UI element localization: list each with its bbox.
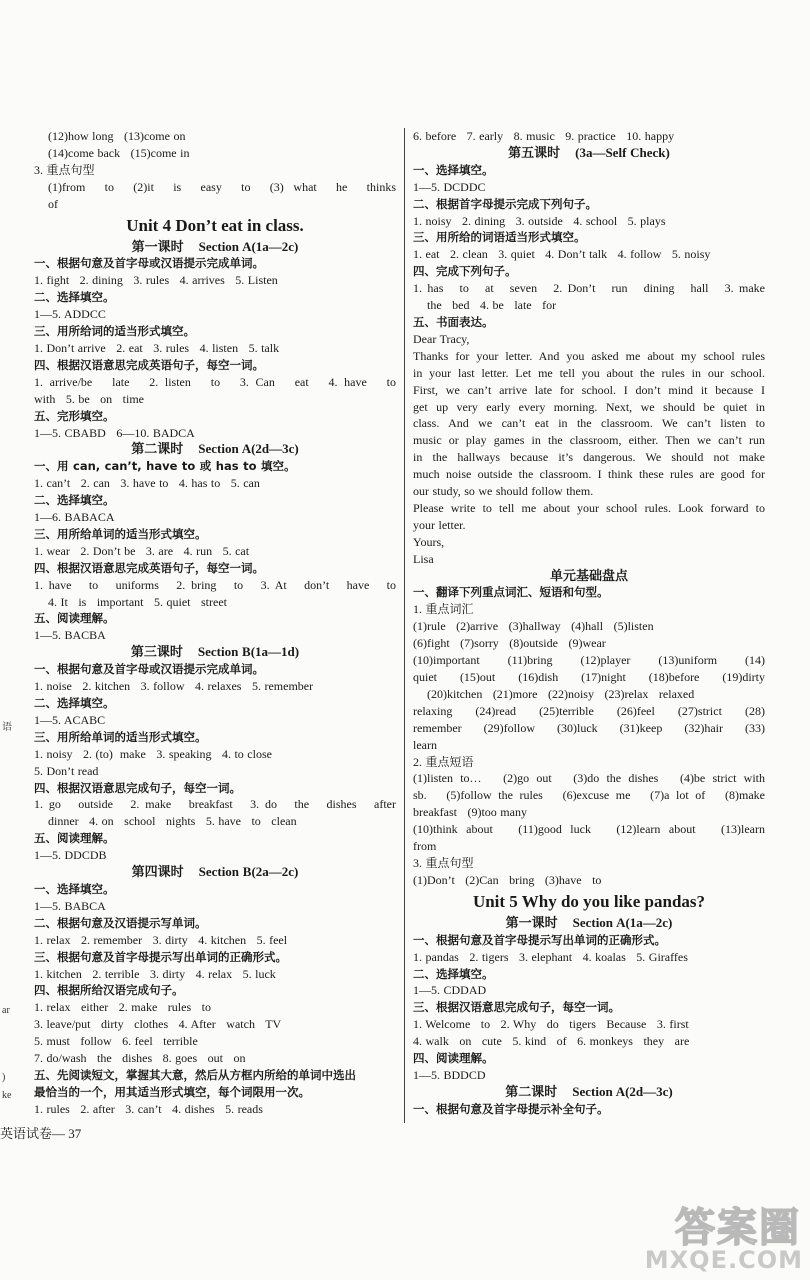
unit-title: Unit 4 Don’t eat in class.	[126, 215, 304, 235]
answer-line: Lisa	[413, 551, 434, 566]
page-footer: 英语试卷— 37	[0, 1126, 82, 1141]
answer-line: learn	[413, 737, 437, 752]
answer-line: 1—5. BDDCD	[413, 1067, 486, 1082]
section-heading: 一、选择填空。	[34, 881, 115, 896]
answer-line: sb. (5)follow the rules (6)excuse me (7)a lot of (8)make	[413, 788, 765, 803]
answer-line: breakfast (9)too many	[413, 805, 527, 820]
answer-line: (12)how long (13)come on	[48, 129, 186, 143]
answer-line: 1—5. ADDCC	[34, 307, 106, 322]
section-heading: 最恰当的一个，用其适当形式填空，每个词限用一次。	[34, 1084, 310, 1099]
answer-line: 1—6. BABACA	[34, 510, 115, 525]
answer-line: with 5. be on time	[34, 391, 144, 406]
answer-line: 1. Don’t arrive 2. eat 3. rules 4. listen 5. talk	[34, 340, 280, 355]
section-heading: 四、根据所给汉语完成句子。	[34, 983, 184, 998]
section-heading: 四、根据汉语意思完成英语句子，每空一词。	[34, 560, 264, 575]
lesson-title: 第二课时 Section A(2d—3c)	[505, 1083, 673, 1099]
answer-line: 1—5. CDDAD	[413, 983, 487, 998]
answer-line: 1—5. DCDDC	[413, 179, 486, 194]
answer-line: 1—5. CBABD 6—10. BADCA	[34, 425, 195, 440]
answer-line: in the hallways because it’s dangerous. We should not make	[413, 450, 765, 465]
answer-line: 5. Don’t read	[34, 763, 99, 778]
answer-line: 1. pandas 2. tigers 3. elephant 4. koalas 5. Giraffes	[413, 949, 688, 964]
answer-line: 1. go outside 2. make breakfast 3. do the dishes after	[34, 797, 396, 812]
watermark-text: 答案圈	[675, 1205, 801, 1251]
lesson-title: 第四课时 Section B(2a—2c)	[131, 864, 299, 880]
answer-line: 1. relax 2. remember 3. dirty 4. kitchen 5. feel	[34, 932, 288, 947]
answer-line: from	[413, 839, 437, 854]
answer-line: 1—5. BACBA	[34, 628, 106, 643]
section-heading: 二、选择填空。	[34, 493, 115, 508]
answer-line: 5. must follow 6. feel terrible	[34, 1034, 198, 1049]
answer-line: our study, so we should follow them.	[413, 484, 594, 499]
section-heading: 一、翻译下列重点词汇、短语和句型。	[413, 585, 609, 600]
answer-line: 3. 重点句型	[413, 855, 474, 870]
answer-line: 1. Welcome to 2. Why do tigers Because 3. first	[413, 1017, 689, 1032]
unit-title: Unit 5 Why do you like pandas?	[472, 891, 706, 911]
section-heading: 三、用所给单词的适当形式填空。	[34, 729, 207, 744]
section-heading: 一、根据句意及首字母提示写出单词的正确形式。	[413, 932, 666, 947]
section-heading: 五、阅读理解。	[34, 831, 115, 846]
answer-line: 1. eat 2. clean 3. quiet 4. Don’t talk 4. follow 5. noisy	[413, 247, 711, 262]
answer-line: 1. have to uniforms 2. bring to 3. At don’t have to	[34, 577, 396, 592]
answer-line: 1. fight 2. dining 3. rules 4. arrives 5. Listen	[34, 273, 278, 288]
lesson-title: 单元基础盘点	[549, 567, 628, 583]
answer-line: 1. relax either 2. make rules to	[34, 1000, 211, 1015]
answer-line: (1)from to (2)it is easy to (3) what he thinks	[48, 179, 396, 194]
section-heading: 三、用所给词的适当形式填空。	[34, 324, 195, 339]
answer-line: music or play games in the classroom, either. Then we can’t run	[413, 433, 765, 448]
answer-line: (1)listen to… (2)go out (3)do the dishes (4)be strict with	[413, 771, 765, 786]
lesson-title: 第五课时 (3a—Self Check)	[508, 144, 670, 160]
answer-line: (6)fight (7)sorry (8)outside (9)wear	[413, 636, 606, 651]
answer-line: 3. leave/put dirty clothes 4. After watch TV	[34, 1017, 282, 1032]
section-heading: 五、书面表达。	[413, 314, 494, 329]
margin-fragment: )	[2, 1072, 6, 1083]
watermark-logo	[640, 1196, 805, 1274]
answer-line: Dear Tracy,	[413, 331, 470, 346]
answer-line: 3. 重点句型	[34, 162, 95, 177]
answer-line: 1. noise 2. kitchen 3. follow 4. relaxes 5. remember	[34, 679, 314, 694]
column-divider	[404, 128, 405, 1123]
answer-line: Please write to tell me about your school rules. Look forward to	[413, 500, 765, 515]
answer-line: 1—5. ACABC	[34, 712, 106, 727]
section-heading: 三、用所给的词语适当形式填空。	[413, 230, 586, 245]
margin-fragment: ke	[2, 1090, 12, 1101]
answer-line: (1)rule (2)arrive (3)hallway (4)hall (5)listen	[413, 619, 654, 634]
margin-fragment: ar	[2, 1005, 10, 1016]
left-column	[34, 128, 396, 1118]
answer-line: 1—5. BABCA	[34, 898, 106, 913]
lesson-title: 第一课时 Section A(1a—2c)	[131, 238, 299, 254]
answer-line: 1. noisy 2. dining 3. outside 4. school 5. plays	[413, 213, 666, 228]
answer-line: Yours,	[413, 534, 445, 549]
section-heading: 二、选择填空。	[34, 696, 115, 710]
lesson-title: 第二课时 Section A(2d—3c)	[131, 441, 299, 457]
answer-line: the bed 4. be late for	[427, 298, 557, 313]
answer-line: get up very early every morning. Next, we should be quiet in	[413, 399, 765, 414]
answer-line: Thanks for your letter. And you asked me about my school rules	[413, 348, 765, 363]
answer-line: of	[48, 196, 58, 211]
answer-line: First, we can’t arrive late for school. I don’t mind it because I	[413, 382, 765, 397]
section-heading: 一、用 can, can’t, have to 或 has to 填空。	[34, 459, 296, 474]
section-heading: 二、根据句意及汉语提示写单词。	[34, 915, 207, 930]
answer-line: remember (29)follow (30)luck (31)keep (32)hair (33)	[413, 720, 765, 735]
section-heading: 一、根据句意及首字母或汉语提示完成单词。	[34, 256, 264, 271]
section-heading: 一、根据句意及首字母或汉语提示完成单词。	[34, 662, 264, 677]
answer-line: your letter.	[413, 517, 466, 532]
answer-line: 6. before 7. early 8. music 9. practice 10. happy	[413, 129, 675, 143]
answer-line: dinner 4. on school nights 5. have to clean	[48, 814, 297, 829]
answer-line: (1)Don’t (2)Can bring (3)have to	[413, 872, 602, 887]
answer-line: 1—5. DDCDB	[34, 848, 107, 863]
watermark-url: MXQE.COM	[644, 1246, 803, 1274]
lesson-title: 第三课时 Section B(1a—1d)	[130, 644, 300, 660]
answer-line: 1. 重点词汇	[413, 602, 474, 617]
section-heading: 一、根据句意及首字母提示补全句子。	[413, 1101, 609, 1116]
section-heading: 三、根据句意及首字母提示写出单词的正确形式。	[34, 949, 287, 964]
section-heading: 五、阅读理解。	[34, 611, 115, 626]
answer-line: 1. rules 2. after 3. can’t 4. dishes 5. reads	[34, 1101, 263, 1116]
answer-line: quiet (15)out (16)dish (17)night (18)before (19)dirty	[413, 670, 765, 684]
section-heading: 二、选择填空。	[34, 290, 115, 305]
answer-line: 1. noisy 2. (to) make 3. speaking 4. to close	[34, 746, 272, 761]
section-heading: 一、选择填空。	[413, 162, 494, 177]
section-heading: 二、根据首字母提示完成下列句子。	[413, 196, 597, 211]
section-heading: 四、根据汉语意思完成英语句子，每空一词。	[34, 357, 264, 372]
margin-fragment: 语	[2, 722, 12, 733]
right-column	[413, 128, 765, 1118]
answer-line: 1. has to at seven 2. Don’t run dining hall 3. make	[413, 281, 765, 296]
section-heading: 四、完成下列句子。	[413, 264, 517, 279]
section-heading: 二、选择填空。	[413, 966, 494, 981]
answer-line: 4. walk on cute 5. kind of 6. monkeys they are	[413, 1034, 690, 1049]
answer-line: (10)think about (11)good luck (12)learn about (13)learn	[413, 822, 765, 837]
answer-line: 1. arrive/be late 2. listen to 3. Can eat 4. have to	[34, 374, 396, 389]
answer-line: in your last letter. Let me tell you about the rules in our school.	[413, 365, 765, 380]
section-heading: 五、完形填空。	[34, 408, 115, 423]
answer-line: (14)come back (15)come in	[48, 145, 190, 160]
answer-line: (10)important (11)bring (12)player (13)uniform (14)	[413, 653, 765, 668]
answer-line: much noise outside the classroom. I think these rules are good for	[413, 467, 765, 482]
section-heading: 四、阅读理解。	[413, 1051, 494, 1066]
section-heading: 三、用所给单词的适当形式填空。	[34, 526, 207, 541]
answer-line: relaxing (24)read (25)terrible (26)feel (27)strict (28)	[413, 703, 765, 718]
answer-line: 1. wear 2. Don’t be 3. are 4. run 5. cat	[34, 543, 250, 558]
answer-line: (20)kitchen (21)more (22)noisy (23)relax relaxed	[427, 686, 695, 701]
answer-line: 7. do/wash the dishes 8. goes out on	[34, 1051, 246, 1066]
answer-line: 1. kitchen 2. terrible 3. dirty 4. relax 5. luck	[34, 966, 276, 981]
lesson-title: 第一课时 Section A(1a—2c)	[505, 914, 673, 930]
section-heading: 四、根据汉语意思完成句子，每空一词。	[34, 780, 241, 795]
section-heading: 五、先阅读短文，掌握其大意，然后从方框内所给的单词中选出	[34, 1067, 356, 1082]
section-heading: 三、根据汉语意思完成句子，每空一词。	[413, 1000, 620, 1015]
answer-line: 4. It is important 5. quiet street	[48, 594, 227, 609]
answer-line: 2. 重点短语	[413, 754, 474, 769]
answer-line: 1. can’t 2. can 3. have to 4. has to 5. can	[34, 476, 260, 491]
answer-line: class. And we can’t eat in the classroom. We can’t listen to	[413, 416, 765, 431]
